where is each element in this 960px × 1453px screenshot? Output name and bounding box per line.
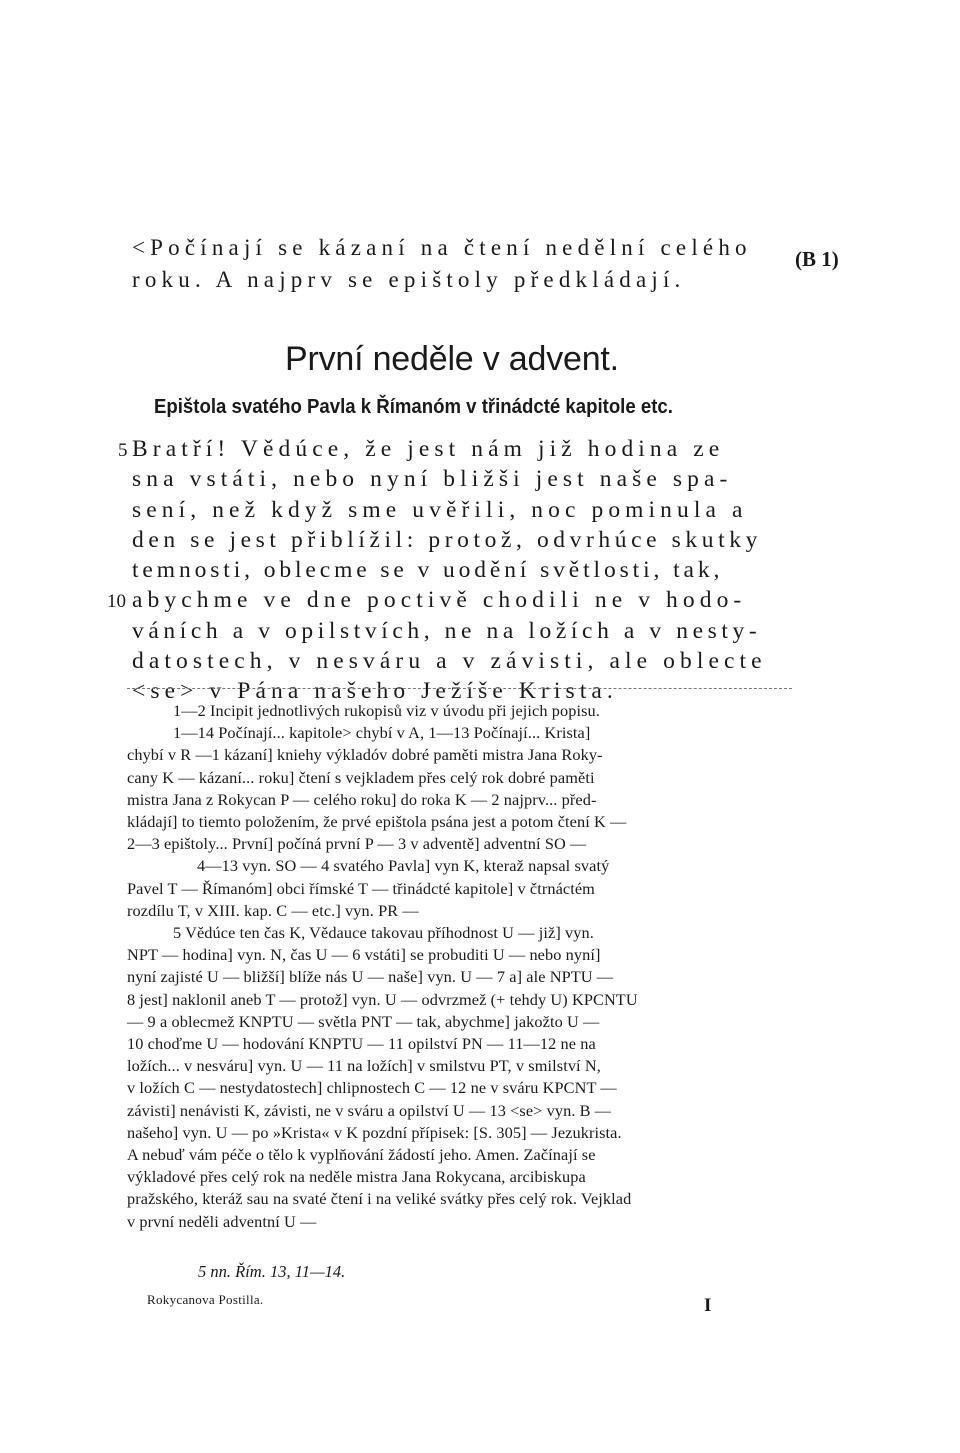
main-text [107,434,797,707]
apparatus-line: 2—3 epištoly... První] počíná první P — 3 v adventě] adventní SO — [127,834,587,854]
epistle-subtitle: Epištola svatého Pavla k Římanóm v třinádcté kapitole etc. [154,396,673,418]
page-title: První neděle v advent. [285,340,619,378]
apparatus-line: ložích... v nesváru] vyn. U — 11 na ložích] v smilstvu PT, v smilství N, [127,1056,601,1076]
main-text-line: sení, než když sme uvěřili, noc pominula a [132,496,748,523]
critical-apparatus [127,700,794,1233]
apparatus-line: mistra Jana z Rokycan P — celého roku] do roka K — 2 najprv... před- [127,789,597,809]
apparatus-line: v ložích C — nestydatostech] chlipnostech C — 12 ne v sváru KPCNT — [127,1078,617,1098]
signature-mark: I [704,1295,712,1316]
apparatus-line: našeho] vyn. U — po »Krista« v K pozdní přípisek: [S. 305] — Jezukrista. [127,1122,622,1142]
apparatus-line: v první neděli adventní U — [127,1211,317,1231]
apparatus-line: 5 Vědúce ten čas K, Vědauce takovau příhodnost U — již] vyn. [173,923,594,943]
apparatus-line: pražského, kteráž sau na svaté čtení i na veliké svátky přes celý rok. Vejklad [127,1189,632,1209]
apparatus-line: — 9 a oblecmež KNPTU — světla PNT — tak, abychme] jakožto U — [127,1011,600,1031]
apparatus-line: 8 jest] naklonil aneb T — protož] vyn. U — odvrzmež (+ tehdy U) KPCNTU [127,989,638,1009]
apparatus-line: 4—13 vyn. SO — 4 svatého Pavla] vyn K, kteraž napsal svatý [197,856,610,876]
apparatus-line: 1—2 Incipit jednotlivých rukopisů viz v úvodu při jejich popisu. [173,701,600,720]
apparatus-line: nyní zajisté U — bližší] blíže nás U — naše] vyn. U — 7 a] ale NPTU — [127,967,614,987]
apparatus-line: chybí v R —1 kázaní] kniehy výkladóv dobré paměti mistra Jana Roky- [127,745,603,765]
apparatus-line: cany K — kázaní... roku] čtení s vejkladem přes celý rok dobré paměti [127,767,595,787]
intro-heading [132,232,832,296]
apparatus-line: závisti] nenávisti K, závisti, ne v sváru a opilství U — 13 <se> vyn. B — [127,1100,612,1120]
apparatus-line: 1—14 Počínají... kapitole> chybí v A, 1—13 Počínají... Krista] [173,723,591,743]
apparatus-line: výkladové přes celý rok na neděle mistra Jana Rokycana, arcibiskupa [127,1167,586,1187]
main-text-line: den se jest přiblížil: protož, odvrhúce skutky [132,526,762,553]
main-text-line: datostech, v nesváru a v závisti, ale oblecte [132,648,767,675]
line-number-5: 5 [118,440,128,461]
intro-line-1: <Počínají se kázaní na čtení nedělní celého [132,235,752,260]
main-text-line: 10 abychme ve dne poctivě chodili ne v hodo- [132,585,797,615]
separator-rule [127,688,792,689]
manuscript-siglum: (B 1) [795,247,839,271]
intro-line-2: roku. A najprv se epištoly předkládají. [132,267,686,292]
apparatus-line: rozdílu T, v XIII. kap. C — etc.] vyn. PR — [127,900,419,920]
book-title-footer: Rokycanova Postilla. [147,1292,264,1307]
main-text-line: temnosti, oblecme se v uodění světlosti, tak, [132,557,724,584]
line-number-10: 10 [107,591,126,613]
apparatus-line: 10 choďme U — hodování KNPTU — 11 opilství PN — 11—12 ne na [127,1034,596,1054]
main-text-line: <se> v Pána našeho Ježíše Krista. [132,678,618,705]
apparatus-line: Pavel T — Římanóm] obci římské T — třinádcté kapitole] v čtrnáctém [127,878,595,898]
main-text-line: 5 Bratří! Vědúce, že jest nám již hodina ze [132,434,797,464]
scripture-reference: 5 nn. Řím. 13, 11—14. [198,1262,346,1281]
main-text-line: váních a v opilstvích, ne na ložích a v nesty- [132,617,762,644]
apparatus-line: NPT — hodina] vyn. N, čas U — 6 vstáti] se probuditi U — nebo nyní] [127,945,601,965]
apparatus-line: kládají] to tiemto položením, že prvé epištola psána jest a potom čtení K — [127,812,627,832]
main-text-line: sna vstáti, nebo nyní bližši jest naše spa- [132,466,733,493]
apparatus-line: A nebuď vám péče o tělo k vyplňování žádostí jeho. Amen. Začínají se [127,1145,596,1165]
